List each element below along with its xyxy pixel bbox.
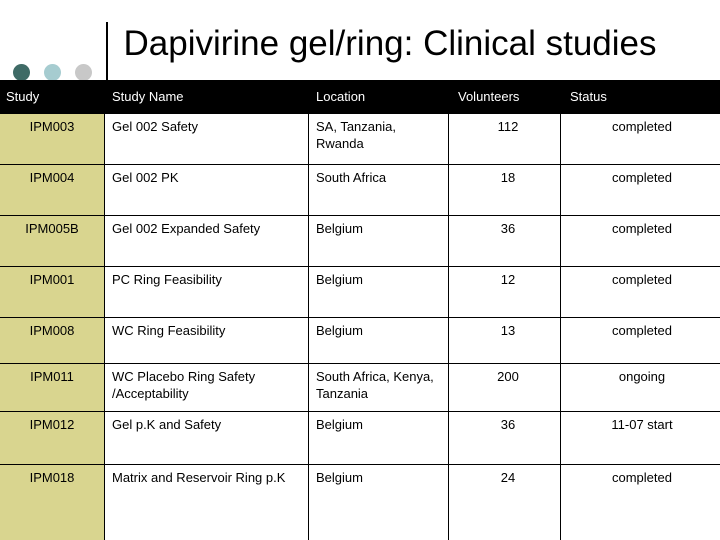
row-divider — [0, 317, 720, 318]
row-divider — [0, 411, 720, 412]
cell-volunteers: 112 — [497, 119, 519, 134]
cell-location: Belgium — [316, 323, 363, 338]
cell-volunteers: 36 — [500, 221, 516, 236]
cell-study: IPM008 — [29, 323, 75, 338]
column-divider — [560, 113, 561, 540]
cell-status: completed — [612, 323, 672, 338]
row-divider — [0, 215, 720, 216]
cell-volunteers: 24 — [500, 470, 516, 485]
cell-volunteers: 200 — [497, 369, 519, 384]
cell-location: SA, Tanzania, Rwanda — [316, 119, 396, 151]
cell-study: IPM004 — [29, 170, 75, 185]
cell-status: 11-07 start — [611, 417, 673, 432]
cell-status: ongoing — [618, 369, 666, 384]
cell-volunteers: 36 — [500, 417, 516, 432]
dot-gray — [75, 64, 92, 81]
cell-study-name: WC Placebo Ring Safety /Acceptability — [112, 369, 256, 401]
row-divider — [0, 266, 720, 267]
header-location: Location — [316, 89, 366, 104]
cell-study-name: Gel p.K and Safety — [112, 417, 222, 432]
cell-study-name: Gel 002 PK — [112, 170, 179, 185]
cell-status: completed — [612, 170, 672, 185]
decorative-dots — [13, 64, 92, 81]
cell-location: Belgium — [316, 417, 363, 432]
cell-study-name: PC Ring Feasibility — [112, 272, 222, 287]
cell-status: completed — [612, 119, 672, 134]
slide-title: Dapivirine gel/ring: Clinical studies — [123, 24, 657, 63]
cell-volunteers: 12 — [500, 272, 516, 287]
row-divider — [0, 113, 720, 114]
cell-study-name: Gel 002 Safety — [112, 119, 198, 134]
dot-dark-teal — [13, 64, 30, 81]
row-divider — [0, 363, 720, 364]
cell-location: Belgium — [316, 470, 363, 485]
cell-location: South Africa — [316, 170, 387, 185]
header-study: Study — [6, 89, 40, 104]
header-status: Status — [570, 89, 607, 104]
dot-light-teal — [44, 64, 61, 81]
header-volunteers: Volunteers — [458, 89, 520, 104]
cell-location: Belgium — [316, 221, 363, 236]
column-divider — [308, 113, 309, 540]
cell-location: Belgium — [316, 272, 363, 287]
table-header — [0, 80, 720, 113]
cell-study: IPM003 — [29, 119, 75, 134]
cell-volunteers: 13 — [500, 323, 516, 338]
header-study-name: Study Name — [112, 89, 184, 104]
cell-location: South Africa, Kenya, Tanzania — [316, 369, 434, 401]
column-divider — [448, 113, 449, 540]
cell-study: IPM005B — [25, 221, 79, 236]
cell-study: IPM012 — [29, 417, 75, 432]
cell-volunteers: 18 — [500, 170, 516, 185]
row-divider — [0, 164, 720, 165]
cell-study-name: Matrix and Reservoir Ring p.K — [112, 470, 286, 485]
cell-status: completed — [612, 272, 672, 287]
cell-study: IPM011 — [30, 369, 74, 384]
column-divider — [104, 113, 105, 540]
cell-study-name: Gel 002 Expanded Safety — [112, 221, 261, 236]
cell-study: IPM001 — [29, 272, 75, 287]
cell-study: IPM018 — [29, 470, 75, 485]
row-divider — [0, 464, 720, 465]
cell-status: completed — [612, 470, 672, 485]
cell-status: completed — [612, 221, 672, 236]
cell-study-name: WC Ring Feasibility — [112, 323, 226, 338]
